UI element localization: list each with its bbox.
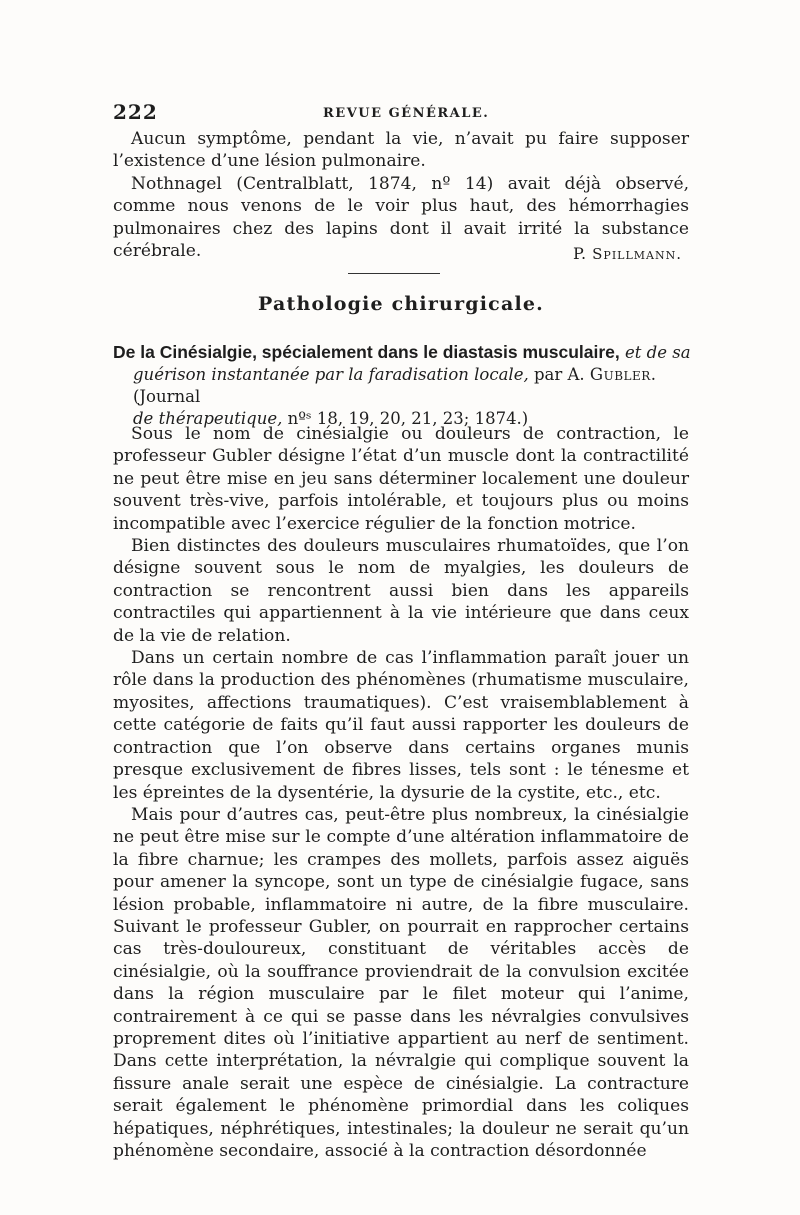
body-paragraph-3: Dans un certain nombre de cas l’inflammation paraît jouer un rôle dans la production des phénomènes (rhumatisme musculaire, myosites, affections traumatiques). C’est vraisemblablement à cette catégorie de faits qu’il faut aussi rapporter les douleurs de contraction que l’on observe dans certains organes munis presque exclusivement de fibres lisses, tels sont : le ténesme et les épreintes de la dysentérie, la dysurie de la cystite, etc., etc. (113, 648, 689, 803)
section-heading: Pathologie chirurgicale. (258, 293, 544, 315)
article-body (113, 423, 689, 1162)
section-divider (348, 273, 440, 274)
article-title-line-1 (113, 341, 693, 364)
article-title-line-2 (113, 364, 693, 408)
page-header (113, 100, 683, 130)
page-number: 222 (113, 100, 158, 124)
intro-paragraph-1: Aucun symptôme, pendant la vie, n’avait pu faire supposer l’existence d’une lésion pulmonaire. (113, 129, 689, 172)
article-title-bold: De la Cinésialgie, spécialement dans le diastasis musculaire, (113, 342, 620, 362)
article-by: par A. (533, 365, 585, 384)
article-author: Gubler. (589, 365, 657, 384)
article-journal: de thérapeutique, (133, 409, 283, 428)
body-paragraph-2: Bien distinctes des douleurs musculaires rhumatoïdes, que l’on désigne souvent sous le nom de myalgies, les douleurs de contraction se rencontrent aussi bien dans les appareils contractiles qui appartiennent à la vie intérieure que dans ceux de la vie de relation. (113, 536, 689, 646)
body-paragraph-1: Sous le nom de cinésialgie ou douleurs de contraction, le professeur Gubler désigne l’état d’un muscle dont la contractilité ne peut être mise en jeu sans déterminer localement une douleur souvent très-vive, parfois intolérable, et toujours plus ou moins incompatible avec l’exercice régulier de la fonction motrice. (113, 424, 689, 534)
signature-name: Spillmann. (592, 245, 682, 263)
article-title (113, 341, 693, 430)
body-paragraph-4: Mais pour d’autres cas, peut-être plus nombreux, la cinésialgie ne peut être mise sur le compte d’une altération inflammatoire de la fibre charnue; les crampes des mollets, parfois assez aiguës pour amener la syncope, sont un type de cinésialgie fugace, sans lésion probable, inflammatoire ni autre, de la fibre musculaire. Suivant le professeur Gubler, on pourrait en rapprocher certains cas très-douloureux, constituant de véritables accès de cinésialgie, où la souffrance proviendrait de la convulsion excitée dans la région musculaire par le filet moteur qui l’anime, contrairement à ce qui se passe dans les névralgies convulsives proprement dites où l’initiative appartient au nerf de sentiment. Dans cette interprétation, la névralgie qui complique souvent la fissure anale serait une espèce de cinésialgie. La contracture serait également le phénomène primordial dans les coliques hépatiques, néphrétiques, intestinales; la douleur ne serait qu’un phénomène secondaire, associé à la contraction désordonnée (113, 804, 689, 1161)
article-numbers: nºˢ 18, 19, 20, 21, 23; 1874.) (287, 409, 529, 428)
article-title-italic-2: guérison instantanée par la faradisation locale, (133, 365, 529, 384)
intro-text (113, 128, 689, 262)
article-title-italic-1: et de sa (625, 343, 691, 362)
article-source: (Journal (133, 387, 201, 406)
author-signature (573, 244, 682, 263)
running-title: REVUE GÉNÉRALE. (323, 106, 490, 121)
intro-paragraph-2: Nothnagel (Centralblatt, 1874, nº 14) avait déjà observé, comme nous venons de le voir plus haut, des hémorrhagies pulmonaires chez des lapins dont il avait irrité la substance cérébrale. (113, 173, 689, 262)
signature-initial: P. (572, 244, 587, 263)
